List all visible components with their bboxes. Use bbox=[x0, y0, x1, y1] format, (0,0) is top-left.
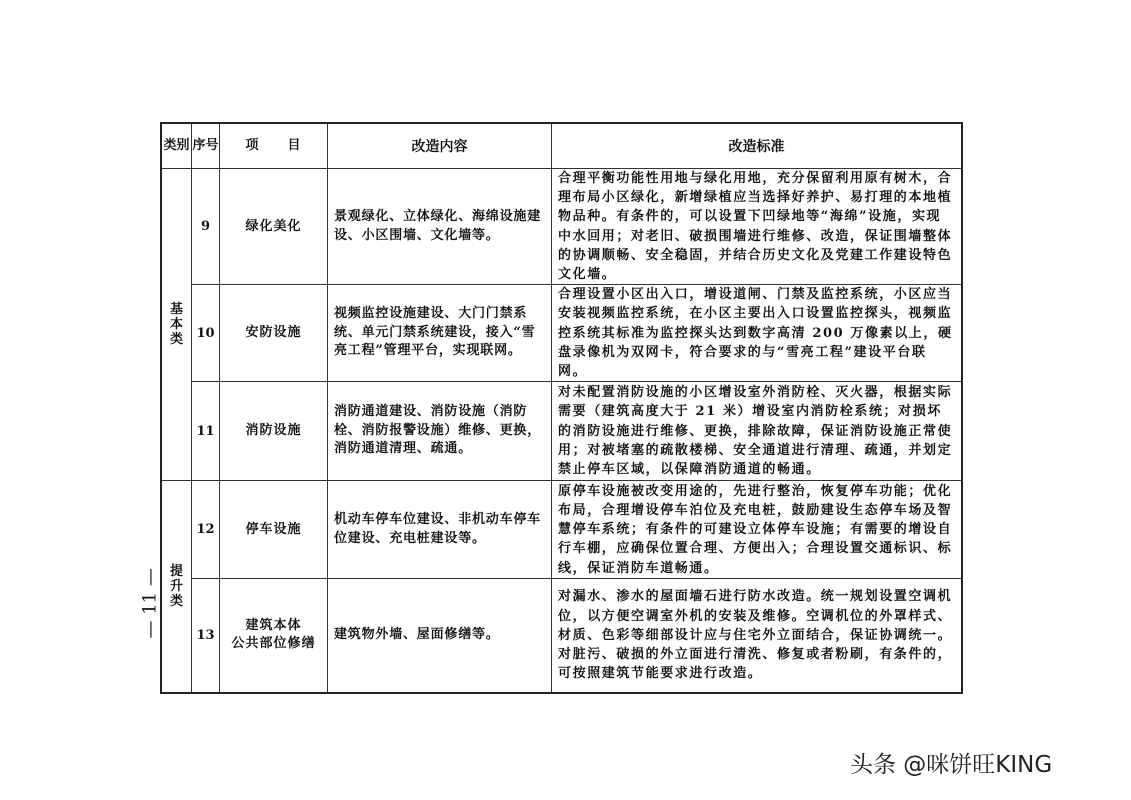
watermark: 头条 @咪饼旺KING bbox=[850, 752, 1053, 778]
renovation-table bbox=[160, 122, 963, 694]
row-content: 景观绿化、立体绿化、海绵设施建设、小区围墙、文化墙等。 bbox=[328, 169, 552, 285]
row-content: 消防通道建设、消防设施（消防栓、消防报警设施）维修、更换，消防通道清理、疏通。 bbox=[328, 382, 552, 481]
row-standard: 合理平衡功能性用地与绿化用地，充分保留利用原有树木，合理布局小区绿化，新增绿植应当选择好养护、易打理的本地植物品种。有条件的，可以设置下凹绿地等“海绵”设施，实现中水回用；对老旧、破损围墙进行维修、改造，保证围墙整体的协调顺畅、安全稳固，并结合历史文化及党建工作建设特色文化墙。 bbox=[552, 169, 963, 285]
header-content: 改造内容 bbox=[328, 123, 552, 169]
row-item bbox=[220, 579, 328, 693]
category-advanced bbox=[161, 481, 192, 693]
row-item: 安防设施 bbox=[220, 285, 328, 382]
row-number: 11 bbox=[192, 382, 220, 481]
category-basic bbox=[161, 169, 192, 481]
row-standard: 合理设置小区出入口，增设道闸、门禁及监控系统，小区应当安装视频监控系统，在小区主要出入口设置监控探头，视频监控系统其标准为监控探头达到数字高清 200 万像素以上，硬盘录像机为双网卡，符合要求的与“雪亮工程”建设平台联网。 bbox=[552, 285, 963, 382]
page-number: — 11 — bbox=[139, 568, 161, 639]
header-number: 序号 bbox=[192, 123, 220, 169]
row-item: 绿化美化 bbox=[220, 169, 328, 285]
table-row bbox=[161, 382, 962, 481]
table-row bbox=[161, 285, 962, 382]
category-label: 提升类 bbox=[169, 563, 183, 609]
category-label: 基本类 bbox=[169, 302, 183, 348]
row-content: 视频监控设施建设、大门门禁系统、单元门禁系统建设，接入“雪亮工程”管理平台，实现联网。 bbox=[328, 285, 552, 382]
row-number: 9 bbox=[192, 169, 220, 285]
row-item: 停车设施 bbox=[220, 481, 328, 579]
table-row bbox=[161, 481, 962, 579]
row-standard: 原停车设施被改变用途的，先进行整治，恢复停车功能；优化布局，合理增设停车泊位及充电桩，鼓励建设生态停车场及智慧停车系统；有条件的可建设立体停车设施；有需要的增设自行车棚，应确保位置合理、方便出入；合理设置交通标识、标线，保证消防车道畅通。 bbox=[552, 481, 963, 579]
table-row bbox=[161, 169, 962, 285]
row-number: 12 bbox=[192, 481, 220, 579]
row-item-line: 公共部位修缮 bbox=[231, 636, 316, 652]
header-standard: 改造标准 bbox=[552, 123, 963, 169]
row-content: 机动车停车位建设、非机动车停车位建设、充电桩建设等。 bbox=[328, 481, 552, 579]
row-item: 消防设施 bbox=[220, 382, 328, 481]
row-standard: 对未配置消防设施的小区增设室外消防栓、灭火器，根据实际需要（建筑高度大于 21 米）增设室内消防栓系统；对损坏的消防设施进行维修、更换，排除故障，保证消防设施正常使用；对被堵塞的疏散楼梯、安全通道进行清理、疏通，并划定禁止停车区域，以保障消防通道的畅通。 bbox=[552, 382, 963, 481]
row-item-line: 建筑本体 bbox=[245, 618, 302, 634]
table-header-row bbox=[161, 123, 962, 169]
header-category: 类别 bbox=[161, 123, 192, 169]
row-standard: 对漏水、渗水的屋面墙石进行防水改造。统一规划设置空调机位，以方便空调室外机的安装及维修。空调机位的外罩样式、材质、色彩等细部设计应与住宅外立面结合，保证协调统一。对脏污、破损的外立面进行清洗、修复或者粉刷，有条件的，可按照建筑节能要求进行改造。 bbox=[552, 579, 963, 693]
row-content: 建筑物外墙、屋面修缮等。 bbox=[328, 579, 552, 693]
row-number: 10 bbox=[192, 285, 220, 382]
table-row bbox=[161, 579, 962, 693]
row-number: 13 bbox=[192, 579, 220, 693]
header-item: 项 目 bbox=[220, 123, 328, 169]
